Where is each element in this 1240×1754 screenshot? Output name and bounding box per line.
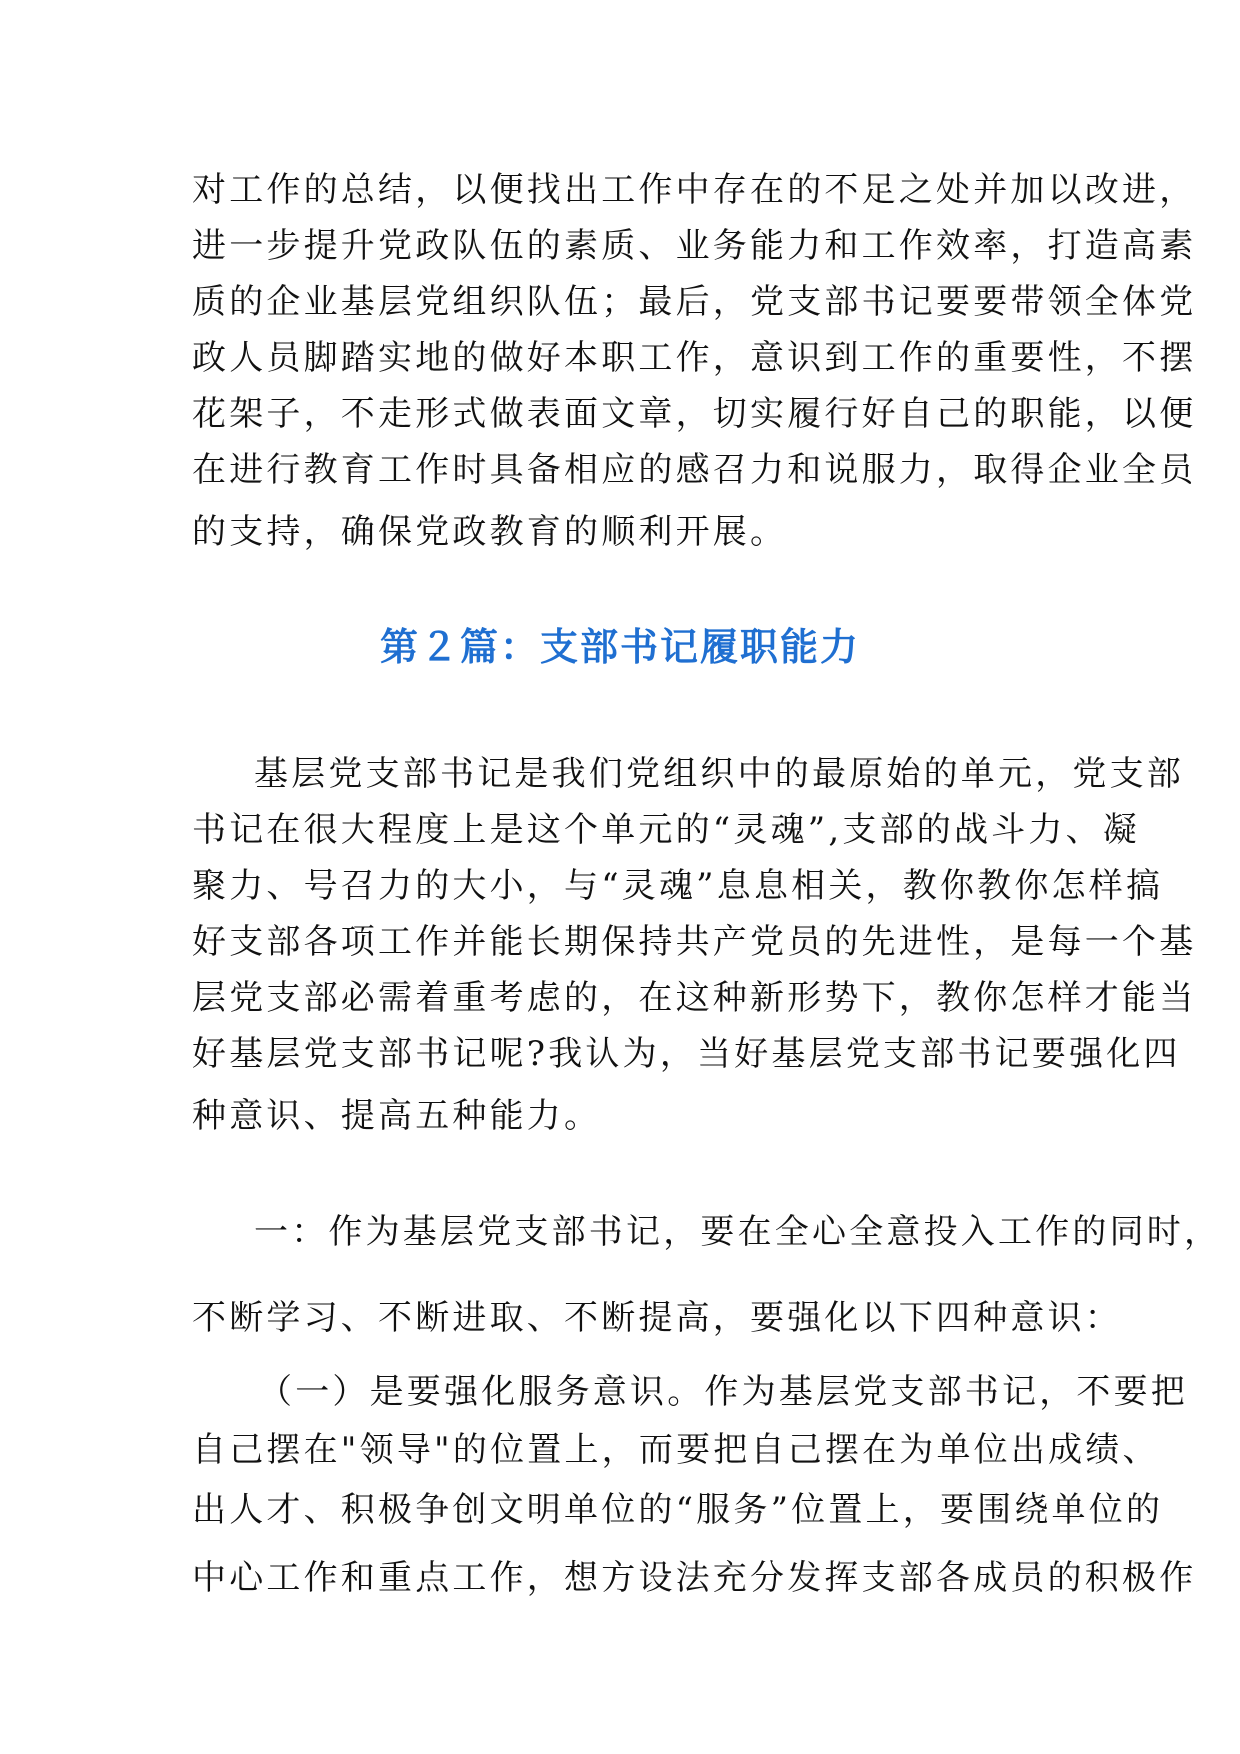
paragraph-line: 一：作为基层党支部书记，要在全心全意投入工作的同时， — [254, 1212, 1222, 1252]
section-heading: 第２篇：支部书记履职能力 — [379, 625, 860, 669]
paragraph-line: 不断学习、不断进取、不断提高，要强化以下四种意识： — [192, 1298, 1122, 1338]
paragraph-line: 中心工作和重点工作，想方设法充分发挥支部各成员的积极作 — [192, 1558, 1197, 1598]
paragraph-line: 层党支部必需着重考虑的，在这种新形势下，教你怎样才能当 — [192, 978, 1197, 1018]
paragraph-line: 在进行教育工作时具备相应的感召力和说服力，取得企业全员 — [192, 450, 1197, 490]
paragraph-line: 聚力、号召力的大小，与“灵魂”息息相关，教你教你怎样搞 — [192, 866, 1164, 906]
paragraph-line: 好支部各项工作并能长期保持共产党员的先进性，是每一个基 — [192, 922, 1197, 962]
paragraph-line: （一）是要强化服务意识。作为基层党支部书记，不要把 — [258, 1372, 1188, 1412]
paragraph-line: 的支持，确保党政教育的顺利开展。 — [192, 512, 788, 552]
paragraph-line: 花架子，不走形式做表面文章，切实履行好自己的职能，以便 — [192, 394, 1197, 434]
paragraph-line: 好基层党支部书记呢?我认为，当好基层党支部书记要强化四 — [192, 1034, 1181, 1074]
paragraph-line: 出人才、积极争创文明单位的“服务”位置上，要围绕单位的 — [192, 1490, 1164, 1530]
paragraph-line: 书记在很大程度上是这个单元的“灵魂”,支部的战斗力、凝 — [192, 810, 1140, 850]
paragraph-line: 自己摆在"领导"的位置上，而要把自己摆在为单位出成绩、 — [192, 1430, 1160, 1470]
paragraph-line: 进一步提升党政队伍的素质、业务能力和工作效率，打造高素 — [192, 226, 1197, 266]
paragraph-line: 质的企业基层党组织队伍；最后，党支部书记要要带领全体党 — [192, 282, 1197, 322]
paragraph-line: 种意识、提高五种能力。 — [192, 1096, 602, 1136]
paragraph-line: 政人员脚踏实地的做好本职工作，意识到工作的重要性，不摆 — [192, 338, 1197, 378]
paragraph-line: 基层党支部书记是我们党组织中的最原始的单元，党支部 — [254, 754, 1184, 794]
paragraph-line: 对工作的总结，以便找出工作中存在的不足之处并加以改进， — [192, 170, 1197, 210]
